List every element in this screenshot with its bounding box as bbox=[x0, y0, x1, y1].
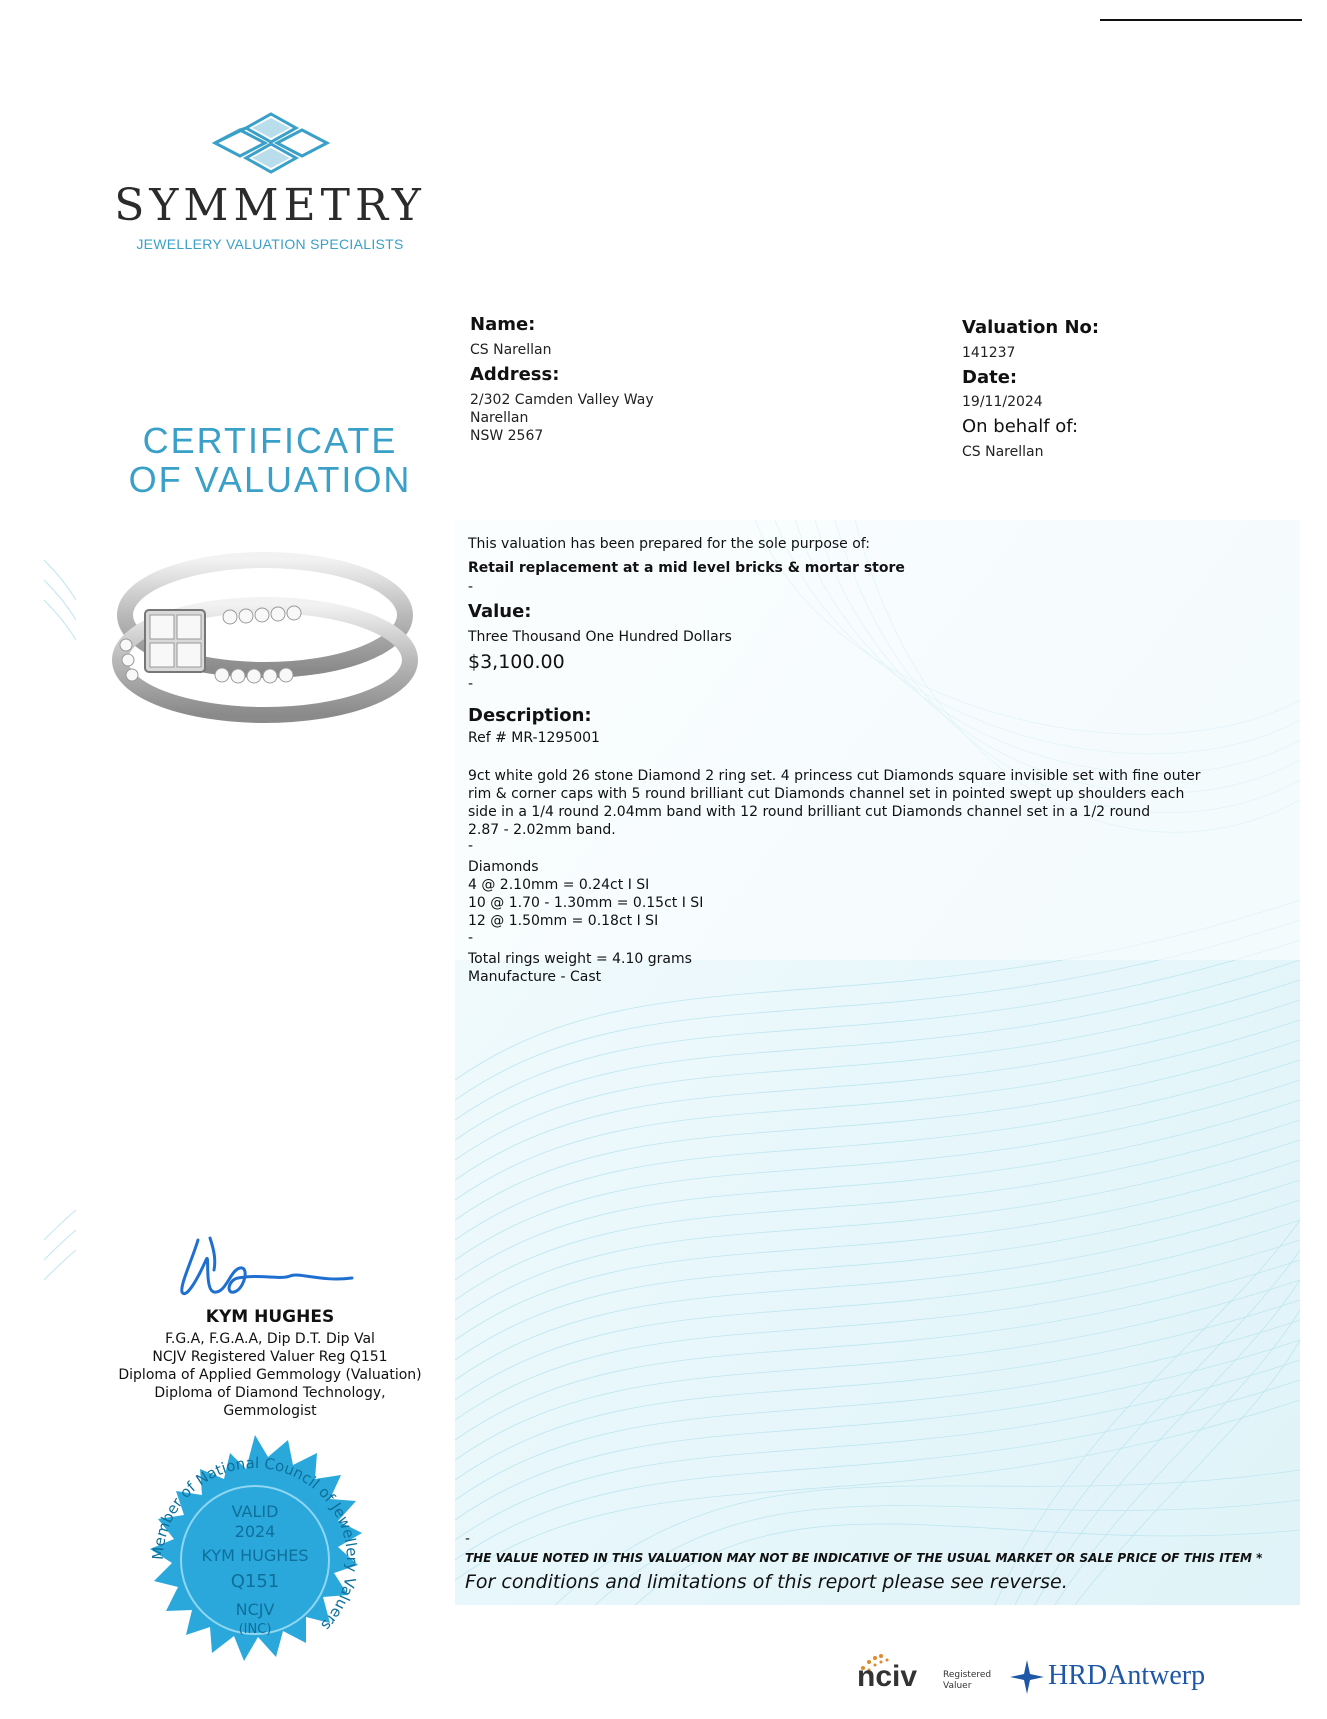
diamond-row: 12 @ 1.50mm = 0.18ct I SI bbox=[468, 913, 659, 929]
seal-valid: VALID bbox=[231, 1502, 279, 1521]
brand-subtitle: JEWELLERY VALUATION SPECIALISTS bbox=[136, 236, 404, 252]
separator: - bbox=[468, 676, 474, 692]
star-icon bbox=[1010, 1660, 1044, 1694]
valuer-line: F.G.A, F.G.A.A, Dip D.T. Dip Val bbox=[165, 1331, 375, 1347]
value-label: Value: bbox=[468, 601, 532, 622]
seal-ring-text: Member of National Council of Jewellery Valuers bbox=[148, 1453, 362, 1635]
diamond-row: 10 @ 1.70 - 1.30mm = 0.15ct I SI bbox=[468, 895, 704, 911]
purpose-intro: This valuation has been prepared for the sole purpose of: bbox=[468, 536, 870, 552]
hrd-text: HRDAntwerp bbox=[1048, 1660, 1206, 1691]
behalf-value: CS Narellan bbox=[962, 444, 1044, 460]
date-label: Date: bbox=[962, 367, 1018, 388]
valuer-line: Gemmologist bbox=[223, 1403, 317, 1419]
diamond-logo-icon bbox=[210, 112, 332, 174]
seal-inc: (INC) bbox=[238, 1622, 272, 1637]
name-label: Name: bbox=[470, 314, 536, 335]
brand-name: SYMMETRY bbox=[114, 180, 426, 231]
valuer-line: NCJV Registered Valuer Reg Q151 bbox=[152, 1349, 388, 1365]
date-value: 19/11/2024 bbox=[962, 394, 1043, 410]
total-weight: Total rings weight = 4.10 grams bbox=[468, 951, 692, 967]
value-words: Three Thousand One Hundred Dollars bbox=[468, 629, 732, 645]
hrd-antwerp-logo bbox=[1010, 1648, 1240, 1698]
purpose-text: Retail replacement at a mid level bricks & mortar store bbox=[468, 560, 905, 576]
seal-reg: Q151 bbox=[230, 1571, 280, 1592]
client-name: CS Narellan bbox=[470, 342, 552, 358]
signature-image bbox=[170, 1230, 370, 1310]
address-line-1: 2/302 Camden Valley Way bbox=[470, 392, 654, 408]
conditions-note: For conditions and limitations of this report please see reverse. bbox=[465, 1571, 1068, 1593]
separator: - bbox=[468, 838, 474, 854]
valuer-line: Diploma of Applied Gemmology (Valuation) bbox=[118, 1367, 422, 1383]
address-line-3: NSW 2567 bbox=[470, 428, 544, 444]
ring-photo bbox=[100, 525, 420, 755]
nciv-text: nciv bbox=[857, 1660, 918, 1693]
top-rule bbox=[1100, 19, 1302, 21]
separator: - bbox=[468, 930, 474, 946]
valuation-no-label: Valuation No: bbox=[962, 317, 1100, 338]
value-amount: $3,100.00 bbox=[468, 651, 565, 673]
seal-year: 2024 bbox=[234, 1522, 276, 1541]
guilloche-background bbox=[455, 520, 1300, 1605]
description-line: rim & corner caps with 5 round brilliant cut Diamonds channel set in pointed swept up shoulders each bbox=[468, 786, 1185, 802]
ncjv-seal bbox=[130, 1435, 380, 1685]
address-label: Address: bbox=[470, 364, 560, 385]
seal-name: KYM HUGHES bbox=[201, 1546, 309, 1565]
manufacture: Manufacture - Cast bbox=[468, 969, 602, 985]
valuer-line: Diploma of Diamond Technology, bbox=[154, 1385, 386, 1401]
separator: - bbox=[468, 579, 474, 595]
diamond-row: 4 @ 2.10mm = 0.24ct I SI bbox=[468, 877, 650, 893]
description-line: 2.87 - 2.02mm band. bbox=[468, 822, 616, 838]
description-label: Description: bbox=[468, 705, 592, 726]
valuation-no: 141237 bbox=[962, 345, 1016, 361]
description-line: 9ct white gold 26 stone Diamond 2 ring set. 4 princess cut Diamonds square invisible set with fine outer bbox=[468, 768, 1201, 784]
description-line: side in a 1/4 round 2.04mm band with 12 round brilliant cut Diamonds channel set in a 1/2 round bbox=[468, 804, 1151, 820]
nciv-sub-1: Registered bbox=[943, 1670, 992, 1680]
certificate-title-line2: OF VALUATION bbox=[128, 459, 412, 500]
nciv-sub-2: Valuer bbox=[943, 1681, 972, 1691]
separator: - bbox=[465, 1531, 471, 1547]
ref-number: Ref # MR-1295001 bbox=[468, 730, 600, 746]
valuer-name: KYM HUGHES bbox=[205, 1307, 335, 1327]
address-line-2: Narellan bbox=[470, 410, 529, 426]
disclaimer: THE VALUE NOTED IN THIS VALUATION MAY NOT BE INDICATIVE OF THE USUAL MARKET OR SALE PRICE OF THIS ITEM * bbox=[465, 1551, 1263, 1565]
left-pattern bbox=[44, 520, 76, 1600]
certificate-title-line1: CERTIFICATE bbox=[142, 420, 398, 461]
seal-ncjv: NCJV bbox=[235, 1600, 275, 1619]
nciv-logo bbox=[855, 1648, 1005, 1698]
behalf-label: On behalf of: bbox=[962, 416, 1079, 437]
diamonds-title: Diamonds bbox=[468, 859, 539, 875]
